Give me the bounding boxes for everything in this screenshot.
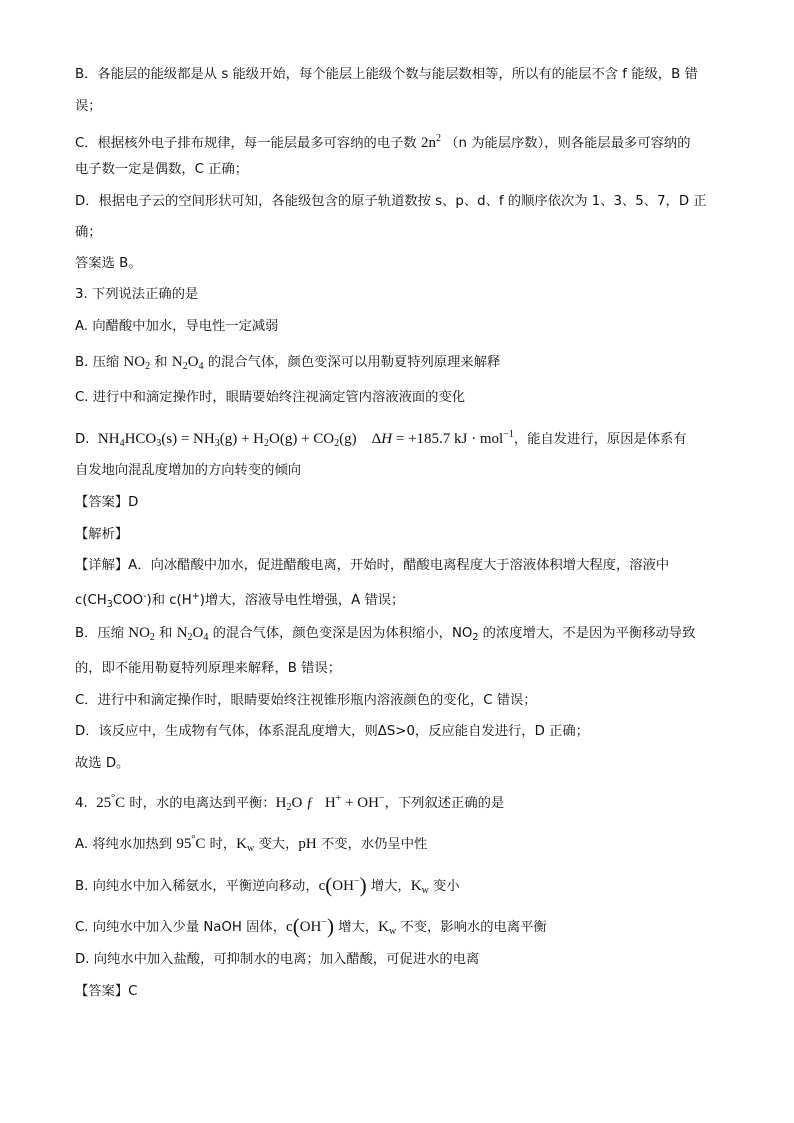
text-run: A. 向醋酸中加水，导电性一定减弱 [75, 319, 279, 334]
formula-run: K [410, 878, 422, 894]
superscript: ° [111, 793, 116, 804]
subscript: 2 [472, 632, 479, 643]
text-run: D．根据电子云的空间形状可知，各能级包含的原子轨道数按 s、p、d、f 的顺序依次为 1、3、5、7，D 正 [75, 194, 707, 209]
subscript: 2 [264, 438, 270, 449]
q3-detail-b [75, 624, 695, 647]
parenthesis: ) [327, 914, 335, 938]
subscript: w [388, 926, 397, 937]
text-run: 误； [75, 99, 102, 114]
superscript: + [335, 793, 342, 804]
q2-option-d-explanation [75, 193, 707, 211]
q2-option-b-explanation [75, 66, 698, 84]
text-run: COO [112, 593, 144, 608]
text-run: )增大，溶液导电性增强，A 错误； [199, 593, 405, 608]
text-run: 【答案】D [75, 495, 139, 510]
formula-run: (s) = NH [161, 431, 215, 447]
text-run: C．进行中和滴定操作时，眼睛要始终注视锥形瓶内溶液颜色的变化，C 错误； [75, 693, 537, 708]
formula-run: NO [123, 354, 146, 370]
text-run: C．根据核外电子排布规律，每一能层最多可容纳的电子数 [75, 136, 421, 151]
q2-option-d-explanation-cont [75, 224, 102, 242]
text-run: 【答案】C [75, 984, 138, 999]
formula-run: (g) Δ [339, 431, 382, 447]
superscript: + [191, 591, 200, 602]
formula-run: 95 [176, 836, 192, 852]
formula-run: c [286, 919, 293, 935]
q3-detail-a-cont [75, 588, 404, 614]
subscript: w [421, 885, 429, 896]
formula-run: N [171, 354, 183, 370]
formula-run: H [275, 795, 287, 811]
formula-run: 2n [420, 135, 436, 151]
formula-run: K [378, 919, 389, 935]
text-run: 电子数一定是偶数，C 正确； [75, 162, 249, 177]
formula-run: K [236, 836, 248, 852]
formula-run: HCO [124, 431, 157, 447]
parenthesis: ( [292, 914, 300, 938]
text-run: 和 [150, 355, 172, 370]
parenthesis: ) [359, 873, 367, 897]
text-run: B. 压缩 [75, 355, 124, 370]
text-run: C. 进行中和滴定操作时，眼睛要始终注视滴定管内溶液液面的变化 [75, 390, 466, 405]
q2-answer-summary [75, 255, 142, 273]
text-run: D. [75, 432, 98, 447]
q3-detail-a [75, 557, 669, 575]
q4-option-d [75, 951, 479, 969]
text-run: 答案选 B。 [75, 256, 142, 271]
text-run: D．该反应中，生成物有气体，体系混乱度增大，则ΔS>0，反应能自发进行，D 正确； [75, 724, 589, 739]
text-run: c(CH [75, 593, 107, 608]
formula-run: 25 [96, 795, 112, 811]
q3-detail-b-cont [75, 660, 341, 678]
q3-question-stem [75, 286, 198, 304]
text-run: D. 向纯水中加入盐酸，可抑制水的电离；加入醋酸，可促进水的电离 [75, 952, 480, 967]
formula-run: pH [298, 836, 317, 852]
q4-option-b [75, 873, 460, 900]
text-run: 时，水的电离达到平衡： [125, 796, 276, 811]
text-run: 4. [75, 796, 97, 811]
q3-option-c [75, 389, 465, 407]
formula-run: = +185.7 kJ · mol [392, 431, 504, 447]
formula-run: NH [97, 431, 120, 447]
q4-option-c [75, 914, 547, 941]
q3-detail-d [75, 723, 589, 741]
q2-option-c-explanation-cont [75, 161, 248, 179]
parenthesis: ( [325, 873, 333, 897]
superscript: - [143, 591, 147, 602]
q2-option-b-explanation-cont [75, 98, 102, 116]
subscript: 2 [334, 438, 340, 449]
text-run: B．压缩 [75, 626, 129, 641]
superscript: ° [191, 834, 196, 845]
text-run: B．各能层的能级都是从 s 能级开始，每个能层上能级个数与能层数相等，所以有的能层不含 f 能级，B 错 [75, 67, 698, 82]
text-run: 增大， [366, 879, 411, 894]
subscript: 2 [286, 802, 292, 813]
q3-analysis-label [75, 526, 128, 544]
text-run: )和 c(H [146, 593, 192, 608]
formula-run: c [318, 878, 326, 894]
q3-answer-summary [75, 755, 129, 773]
text-run: 变小 [428, 879, 460, 894]
text-run: ，能自发进行，原因是体系有 [513, 432, 687, 447]
q4-option-a [75, 831, 427, 858]
text-run: 【详解】A．向冰醋酸中加水，促进醋酸电离，开始时，醋酸电离程度大于溶液体积增大程度，溶液中 [75, 558, 670, 573]
subscript: 3 [106, 599, 113, 610]
formula-run: O(g) + CO [269, 431, 335, 447]
text-run: 和 [154, 626, 177, 641]
q3-detail-c [75, 692, 537, 710]
text-run: 的浓度增大，不是因为平衡移动导致 [478, 626, 696, 641]
text-run: 的，即不能用勒夏特列原理来解释，B 错误； [75, 661, 341, 676]
superscript: − [353, 876, 360, 887]
formula-run: OH [299, 919, 322, 935]
text-run: 变大， [254, 837, 299, 852]
q2-option-c-explanation [75, 130, 691, 153]
superscript: − [378, 793, 385, 804]
q3-answer-label [75, 494, 138, 512]
superscript: − [321, 917, 328, 928]
formula-run: + OH [341, 795, 379, 811]
text-run: 故选 D。 [75, 756, 130, 771]
text-run: （n 为能层序数），则各能层最多可容纳的 [440, 136, 691, 151]
q3-option-d [75, 426, 687, 453]
text-run: ，下列叙述正确的是 [384, 796, 505, 811]
subscript: 4 [119, 438, 125, 449]
subscript: 2 [145, 361, 151, 372]
text-run: 增大， [334, 920, 379, 935]
subscript: 3 [214, 438, 220, 449]
superscript: −1 [503, 429, 514, 440]
formula-run: (g) + H [219, 431, 265, 447]
q4-answer-label [75, 983, 137, 1001]
q4-question-stem [75, 790, 504, 817]
text-run: B. 向纯水中加入稀氨水，平衡逆向移动， [75, 879, 319, 894]
text-run: 不变，影响水的电离平衡 [396, 920, 547, 935]
formula-run: C [115, 795, 126, 811]
formula-run: O [187, 354, 199, 370]
formula-run: OH [332, 878, 354, 894]
subscript: 2 [149, 632, 155, 643]
text-run: 的混合气体，颜色变深可以用勒夏特列原理来解释 [203, 355, 501, 370]
subscript: w [247, 843, 255, 854]
formula-run: C [195, 836, 206, 852]
q3-option-a [75, 318, 278, 336]
formula-run: N [176, 625, 188, 641]
text-run: 不变，水仍呈中性 [316, 837, 428, 852]
subscript: 4 [203, 632, 209, 643]
text-run: 【解析】 [75, 527, 129, 542]
q3-option-d-cont [75, 462, 301, 480]
formula-run: O [192, 625, 204, 641]
superscript: 2 [435, 133, 441, 144]
subscript: 2 [187, 632, 193, 643]
text-run: A. 将纯水加热到 [75, 837, 177, 852]
subscript: 2 [182, 361, 188, 372]
q3-option-b [75, 353, 500, 376]
formula-italic-run: H [381, 431, 393, 447]
text-run: 时， [205, 837, 237, 852]
text-run: 确； [75, 225, 102, 240]
text-run: 3. 下列说法正确的是 [75, 287, 199, 302]
subscript: 3 [156, 438, 162, 449]
subscript: 4 [198, 361, 204, 372]
text-run: 自发地向混乱度增加的方向转变的倾向 [75, 463, 302, 478]
text-run: 的混合气体，颜色变深是因为体积缩小，NO [208, 626, 473, 641]
formula-run: NO [128, 625, 150, 641]
text-run: C. 向纯水中加入少量 NaOH 固体， [75, 920, 287, 935]
formula-run: O ƒ H [291, 795, 336, 811]
